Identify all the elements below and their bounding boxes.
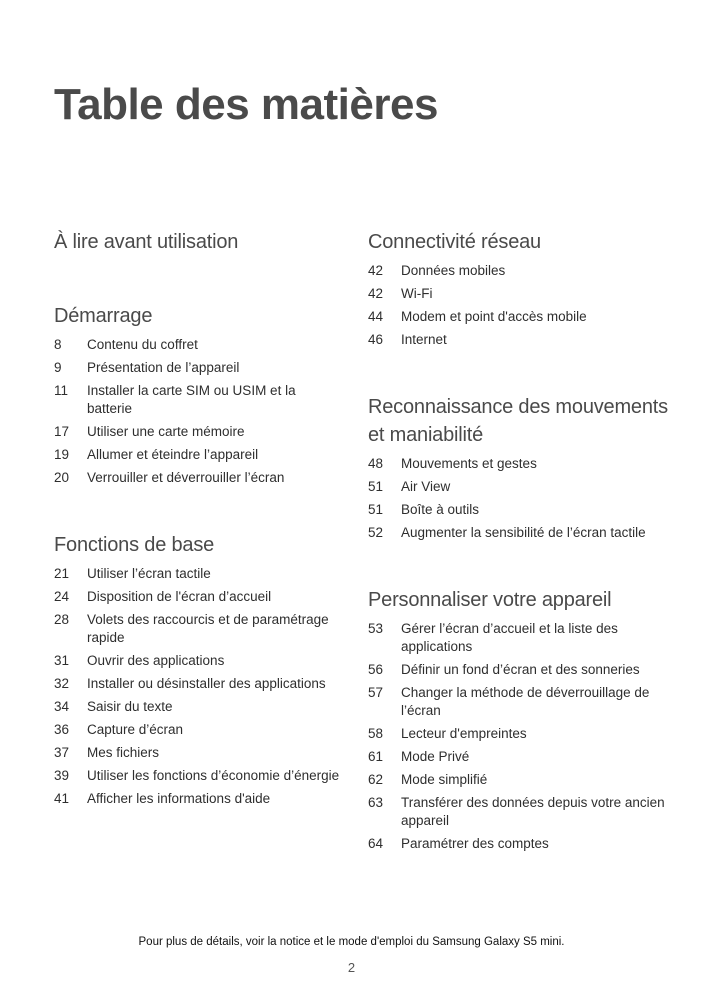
- toc-entry[interactable]: [368, 661, 668, 679]
- entry-title: Données mobiles: [401, 263, 506, 278]
- toc-entry[interactable]: [54, 652, 344, 670]
- entry-title: Présentation de l’appareil: [87, 360, 240, 375]
- toc-entry[interactable]: [54, 790, 344, 808]
- entry-page-number: 46: [368, 332, 384, 347]
- entry-page-number: 39: [54, 768, 70, 783]
- toc-entry[interactable]: [368, 748, 668, 766]
- entry-page-number: 34: [54, 699, 70, 714]
- entry-page-number: 11: [54, 383, 69, 398]
- toc-entry[interactable]: [368, 501, 668, 519]
- entry-title: Installer la carte SIM ou USIM et la batterie: [87, 383, 296, 416]
- section-heading[interactable]: Démarrage: [54, 305, 153, 327]
- entry-title: Utiliser les fonctions d’économie d’énergie: [87, 768, 340, 783]
- entry-page-number: 44: [368, 309, 384, 324]
- toc-entry[interactable]: [54, 744, 344, 762]
- toc-entry[interactable]: [54, 446, 344, 464]
- toc-entry-list: [368, 262, 668, 349]
- entry-page-number: 58: [368, 726, 384, 741]
- toc-entry[interactable]: [368, 771, 668, 789]
- entry-title: Augmenter la sensibilité de l’écran tactile: [401, 525, 646, 540]
- toc-section: [368, 393, 668, 542]
- toc-entry[interactable]: [368, 835, 668, 853]
- entry-page-number: 62: [368, 772, 384, 787]
- toc-entry[interactable]: [368, 478, 668, 496]
- entry-title: Mode Privé: [401, 749, 470, 764]
- entry-title: Air View: [401, 479, 451, 494]
- entry-title: Mode simplifié: [401, 772, 488, 787]
- entry-title: Mouvements et gestes: [401, 456, 537, 471]
- entry-page-number: 41: [54, 791, 70, 806]
- entry-page-number: 57: [368, 685, 384, 700]
- entry-title: Volets des raccourcis et de paramétrage rapide: [87, 612, 329, 645]
- entry-title: Paramétrer des comptes: [401, 836, 549, 851]
- toc-entry[interactable]: [368, 262, 668, 280]
- entry-page-number: 37: [54, 745, 70, 760]
- entry-title: Installer ou désinstaller des applications: [87, 676, 326, 691]
- toc-entry[interactable]: [54, 423, 344, 441]
- toc-entry[interactable]: [54, 611, 344, 647]
- toc-entry-list: [54, 336, 344, 487]
- entry-title: Capture d’écran: [87, 722, 184, 737]
- toc-entry-list: [368, 620, 668, 853]
- entry-title: Mes fichiers: [87, 745, 160, 760]
- entry-title: Gérer l’écran d’accueil et la liste des applications: [401, 621, 618, 654]
- toc-entry[interactable]: [368, 308, 668, 326]
- page-title: Table des matières: [54, 80, 438, 129]
- entry-page-number: 19: [54, 447, 70, 462]
- toc-entry-list: [368, 455, 668, 542]
- entry-page-number: 42: [368, 263, 384, 278]
- toc-entry[interactable]: [54, 767, 344, 785]
- toc-entry[interactable]: [54, 359, 344, 377]
- toc-entry[interactable]: [54, 675, 344, 693]
- entry-page-number: 51: [368, 479, 384, 494]
- entry-page-number: 20: [54, 470, 70, 485]
- entry-title: Modem et point d'accès mobile: [401, 309, 587, 324]
- entry-title: Lecteur d'empreintes: [401, 726, 527, 741]
- toc-entry[interactable]: [54, 698, 344, 716]
- entry-page-number: 51: [368, 502, 384, 517]
- toc-entry[interactable]: [368, 285, 668, 303]
- entry-page-number: 21: [54, 566, 70, 581]
- toc-entry[interactable]: [54, 721, 344, 739]
- entry-page-number: 64: [368, 836, 384, 851]
- entry-page-number: 56: [368, 662, 384, 677]
- toc-entry[interactable]: [54, 336, 344, 354]
- entry-page-number: 63: [368, 795, 384, 810]
- toc-section: [54, 228, 344, 256]
- entry-title: Utiliser une carte mémoire: [87, 424, 245, 439]
- toc-entry[interactable]: [54, 469, 344, 487]
- toc-entry[interactable]: [54, 565, 344, 583]
- entry-page-number: 52: [368, 525, 384, 540]
- toc-right-column: [368, 228, 668, 858]
- section-heading[interactable]: Reconnaissance des mouvements et maniabilité: [368, 396, 668, 446]
- entry-page-number: 24: [54, 589, 70, 604]
- entry-title: Transférer des données depuis votre ancien appareil: [401, 795, 665, 828]
- section-heading[interactable]: À lire avant utilisation: [54, 231, 239, 253]
- page-number: 2: [347, 960, 356, 975]
- entry-page-number: 17: [54, 424, 70, 439]
- entry-title: Utiliser l’écran tactile: [87, 566, 211, 581]
- entry-page-number: 48: [368, 456, 384, 471]
- toc-entry[interactable]: [368, 620, 668, 656]
- entry-page-number: 8: [54, 337, 62, 352]
- entry-title: Saisir du texte: [87, 699, 173, 714]
- entry-title: Définir un fond d’écran et des sonneries: [401, 662, 640, 677]
- toc-entry[interactable]: [368, 684, 668, 720]
- entry-page-number: 36: [54, 722, 70, 737]
- entry-title: Ouvrir des applications: [87, 653, 225, 668]
- entry-title: Verrouiller et déverrouiller l’écran: [87, 470, 285, 485]
- entry-title: Internet: [401, 332, 447, 347]
- toc-entry[interactable]: [54, 382, 344, 418]
- entry-title: Wi-Fi: [401, 286, 433, 301]
- toc-section: [368, 586, 668, 853]
- footer-note: Pour plus de détails, voir la notice et le mode d'emploi du Samsung Galaxy S5 mini.: [138, 936, 565, 948]
- entry-title: Boîte à outils: [401, 502, 480, 517]
- toc-entry[interactable]: [368, 524, 668, 542]
- section-heading[interactable]: Connectivité réseau: [368, 231, 541, 253]
- toc-entry[interactable]: [54, 588, 344, 606]
- entry-page-number: 61: [368, 749, 384, 764]
- entry-title: Contenu du coffret: [87, 337, 198, 352]
- toc-entry-list: [54, 565, 344, 808]
- section-heading[interactable]: Fonctions de base: [54, 534, 215, 556]
- entry-page-number: 28: [54, 612, 70, 627]
- entry-title: Afficher les informations d'aide: [87, 791, 271, 806]
- entry-title: Changer la méthode de déverrouillage de l’écran: [401, 685, 650, 718]
- entry-page-number: 32: [54, 676, 70, 691]
- entry-title: Allumer et éteindre l’appareil: [87, 447, 259, 462]
- toc-section: [54, 302, 344, 487]
- toc-section: [368, 228, 668, 349]
- toc-section: [54, 531, 344, 808]
- entry-title: Disposition de l'écran d’accueil: [87, 589, 272, 604]
- toc-entry[interactable]: [368, 455, 668, 473]
- toc-left-column: [54, 228, 344, 813]
- section-heading[interactable]: Personnaliser votre appareil: [368, 589, 612, 611]
- entry-page-number: 9: [54, 360, 62, 375]
- entry-page-number: 53: [368, 621, 384, 636]
- toc-entry[interactable]: [368, 794, 668, 830]
- toc-entry[interactable]: [368, 725, 668, 743]
- toc-entry[interactable]: [368, 331, 668, 349]
- entry-page-number: 31: [54, 653, 70, 668]
- entry-page-number: 42: [368, 286, 384, 301]
